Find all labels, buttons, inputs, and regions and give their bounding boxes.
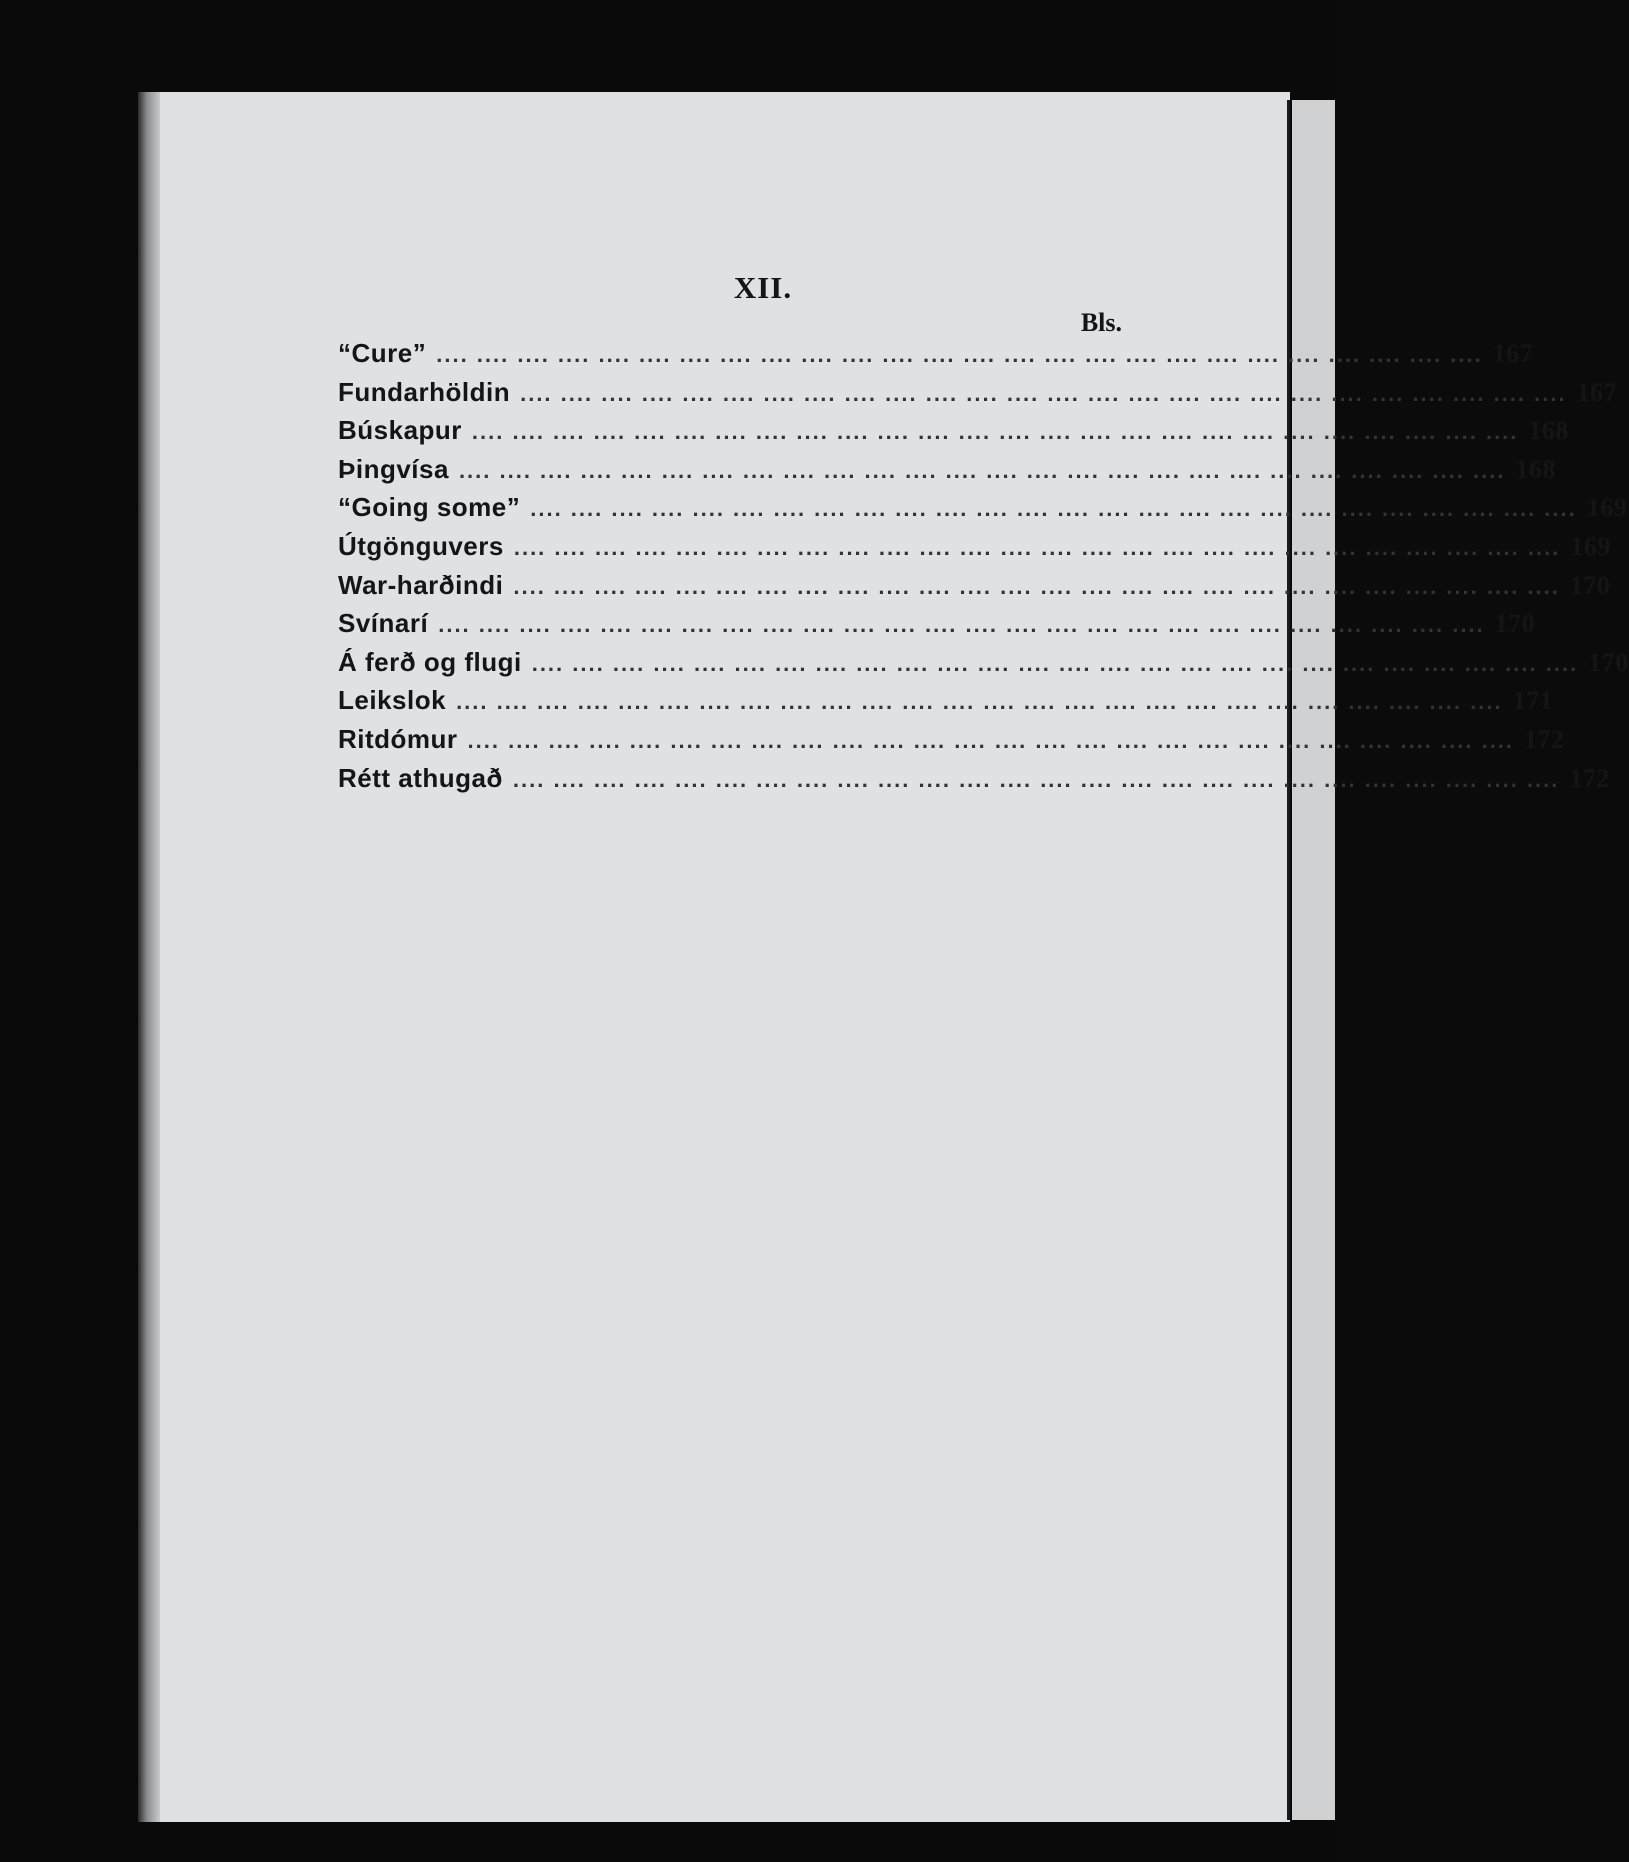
dot-leader: .... .... .... .... .... .... .... .... .... .... .... .... .... .... .... .... .... .... .... .... .... .... .... .... .... .... — [513, 534, 1561, 560]
toc-entry-page: 170 — [1494, 609, 1536, 639]
dot-leader: .... .... .... .... .... .... .... .... .... .... .... .... .... .... .... .... .... .... .... .... .... .... .... .... .... .... — [438, 612, 1485, 638]
toc-entry-page: 167 — [1492, 339, 1534, 368]
dot-leader: .... .... .... .... .... .... .... .... .... .... .... .... .... .... .... .... .... .... .... .... .... .... .... .... .... .... — [436, 342, 1483, 367]
dot-leader: .... .... .... .... .... .... .... .... .... .... .... .... .... .... .... .... .... .... .... .... .... .... .... .... .... .... — [512, 766, 1560, 792]
toc-entry — [338, 453, 1556, 493]
dot-leader: .... .... .... .... .... .... .... .... .... .... .... .... .... .... .... .... .... .... .... .... .... .... .... .... .... .... — [458, 457, 1506, 483]
toc-entry — [338, 762, 1610, 802]
dot-leader: .... .... .... .... .... .... .... .... .... .... .... .... .... .... .... .... .... .... .... .... .... .... .... .... .... .... — [456, 689, 1503, 715]
toc-entry-title: Útgönguvers — [338, 530, 504, 561]
toc-entry-title: Leikslok — [338, 685, 447, 716]
toc-entry-page: 167 — [1576, 377, 1618, 407]
toc-entry — [338, 530, 1611, 570]
toc-entry-title: Búskapur — [338, 415, 462, 446]
dot-leader: .... .... .... .... .... .... .... .... .... .... .... .... .... .... .... .... .... .... .... .... .... .... .... .... .... .... — [471, 419, 1519, 445]
toc-entry-page: 169 — [1570, 531, 1611, 561]
toc-entry-page: 168 — [1528, 416, 1569, 446]
toc-entry — [338, 685, 1554, 724]
toc-entry-title: War-harðindi — [338, 569, 504, 600]
toc-entry-title: Ritdómur — [338, 723, 458, 754]
scan-border-bottom — [0, 1822, 1335, 1862]
toc-entries — [338, 338, 1629, 801]
toc-entry — [338, 376, 1618, 416]
toc-entry — [338, 569, 1611, 609]
toc-entry-page: 168 — [1515, 454, 1556, 484]
toc-entry — [338, 646, 1629, 686]
toc-entry — [338, 608, 1536, 647]
toc-entry-page: 172 — [1524, 724, 1565, 754]
dot-leader: .... .... .... .... .... .... .... .... .... .... .... .... .... .... .... .... .... .... .... .... .... .... .... .... .... .... — [467, 727, 1515, 753]
dot-leader: .... .... .... .... .... .... .... .... .... .... .... .... .... .... .... .... .... .... .... .... .... .... .... .... .... .... — [531, 650, 1579, 676]
toc-entry-title: Þingvísa — [338, 453, 449, 484]
toc-entry-page: 170 — [1569, 570, 1611, 600]
table-of-contents — [338, 270, 1629, 801]
toc-entry-title: “Cure” — [338, 338, 427, 368]
dot-leader: .... .... .... .... .... .... .... .... .... .... .... .... .... .... .... .... .... .... .... .... .... .... .... .... .... .... — [513, 573, 1560, 599]
toc-entry-page: 170 — [1588, 647, 1629, 677]
page-column-label: Bls. — [1080, 308, 1122, 337]
toc-entry — [338, 492, 1628, 531]
toc-entry-title: Á ferð og flugi — [338, 646, 522, 677]
toc-entry-title: Fundarhöldin — [338, 376, 511, 407]
toc-entry-page: 172 — [1569, 763, 1610, 793]
section-heading: XII. — [733, 270, 793, 305]
toc-entry-page: 169 — [1586, 493, 1628, 523]
dot-leader: .... .... .... .... .... .... .... .... .... .... .... .... .... .... .... .... .... .... .... .... .... .... .... .... .... .... — [530, 496, 1577, 522]
toc-entry-title: Rétt athugað — [338, 762, 503, 793]
dot-leader: .... .... .... .... .... .... .... .... .... .... .... .... .... .... .... .... .... .... .... .... .... .... .... .... .... .... — [520, 380, 1567, 406]
toc-entry-page: 171 — [1512, 686, 1554, 716]
spine-shadow — [138, 92, 160, 1822]
toc-entry-title: Svínarí — [338, 608, 429, 639]
toc-entry — [338, 723, 1565, 763]
toc-entry-title: “Going some” — [338, 492, 521, 523]
toc-entry — [338, 415, 1569, 454]
toc-entry — [338, 338, 1534, 377]
